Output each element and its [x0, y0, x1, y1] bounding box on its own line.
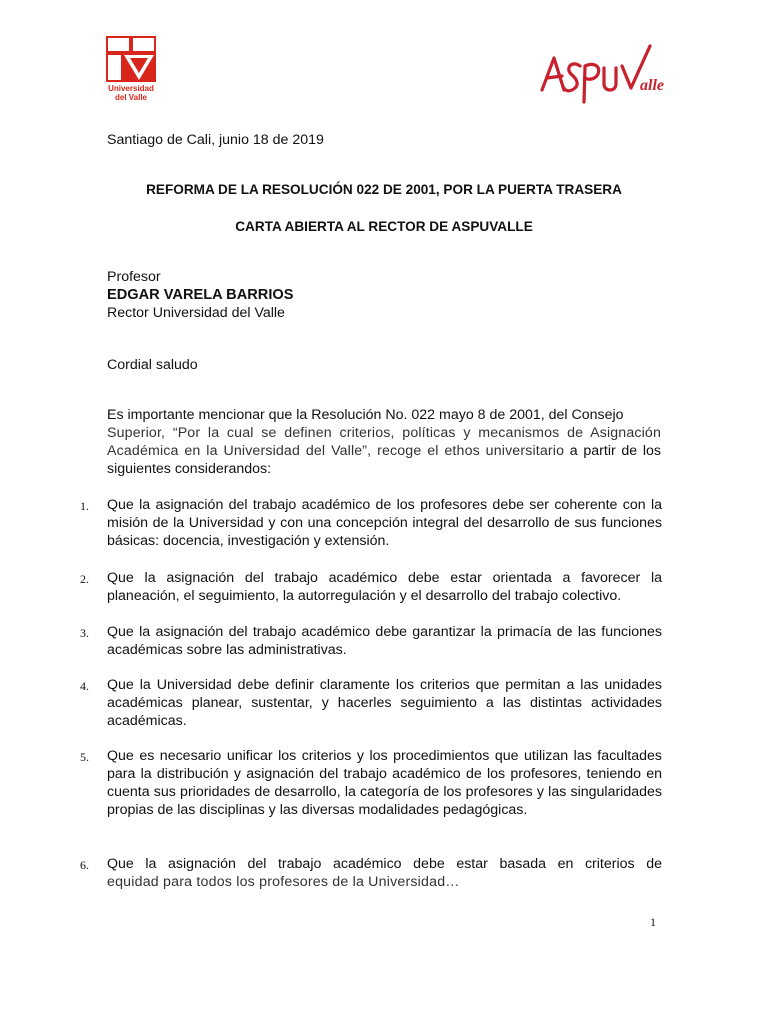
intro-quote: Superior, “Por la cual se definen criterios, políticas y mecanismos de Asignación Académica en la Universidad del Valle”, recoge el ethos universitario [107, 425, 661, 459]
list-item-number: 5. [80, 750, 89, 764]
list-item-number: 6. [80, 858, 89, 872]
list-item-text: Que la Universidad debe definir claramente los criterios que permitan a las unidades académicas planear, sustentar, y hacerles seguimiento a las distintas actividades académicas. [107, 677, 662, 729]
university-logo-text [106, 84, 156, 102]
recipient-role: Rector Universidad del Valle [107, 305, 285, 321]
letter-title: REFORMA DE LA RESOLUCIÓN 022 DE 2001, POR LA PUERTA TRASERA [146, 182, 622, 197]
university-logo [106, 36, 156, 102]
list-item [80, 855, 662, 891]
list-item [80, 623, 662, 659]
university-emblem-icon [106, 36, 156, 82]
intro-ending: a partir de los siguientes considerandos: [107, 443, 661, 477]
intro-rest [107, 424, 661, 478]
svg-text:alle: alle [640, 77, 664, 94]
letter-subtitle: CARTA ABIERTA AL RECTOR DE ASPUVALLE [235, 219, 533, 234]
list-item-text: Que la asignación del trabajo académico debe garantizar la primacía de las funciones académicas sobre las administrativas. [107, 624, 662, 658]
letter-date: Santiago de Cali, junio 18 de 2019 [107, 132, 324, 148]
university-logo-line1: Universidad [108, 84, 154, 93]
list-item-number: 3. [80, 626, 89, 640]
university-logo-line2: del Valle [114, 93, 148, 102]
list-item-text: Que la asignación del trabajo académico debe estar basada en criterios de [107, 856, 662, 872]
page-number: 1 [650, 915, 656, 929]
list-item-number: 1. [80, 499, 89, 513]
list-item-number: 4. [80, 679, 89, 693]
list-item [80, 676, 662, 730]
aspuvalle-logo [538, 40, 688, 110]
list-item-number: 2. [80, 572, 89, 586]
recipient-name: EDGAR VARELA BARRIOS [107, 287, 294, 303]
recipient-prefix: Profesor [107, 269, 161, 285]
list-item-text: Que es necesario unificar los criterios y los procedimientos que utilizan las facultades para la distribución y asignación del trabajo académico de los profesores, teniendo en cuenta sus prioridades de desarrollo, la categoría de los profesores y las singularidades propias de las disciplinas y las diversas modalidades pedagógicas. [107, 748, 662, 818]
intro-line1: Es importante mencionar que la Resolución No. 022 mayo 8 de 2001, del Consejo [107, 407, 624, 423]
aspuvalle-wordmark-icon [538, 40, 688, 110]
list-item-text: Que la asignación del trabajo académico debe estar orientada a favorecer la planeación, el seguimiento, la autorregulación y el desarrollo del trabajo colectivo. [107, 570, 662, 604]
intro-paragraph [107, 406, 661, 478]
list-item [80, 747, 662, 819]
list-item [80, 496, 662, 550]
list-item-text: Que la asignación del trabajo académico de los profesores debe ser coherente con la misión de la Universidad y con una concepción integral del desarrollo de sus funciones básicas: docencia, investigación y extensión. [107, 497, 662, 549]
list-item-text-line2: equidad para todos los profesores de la Universidad… [107, 874, 460, 890]
greeting: Cordial saludo [107, 357, 198, 373]
list-item [80, 569, 662, 605]
